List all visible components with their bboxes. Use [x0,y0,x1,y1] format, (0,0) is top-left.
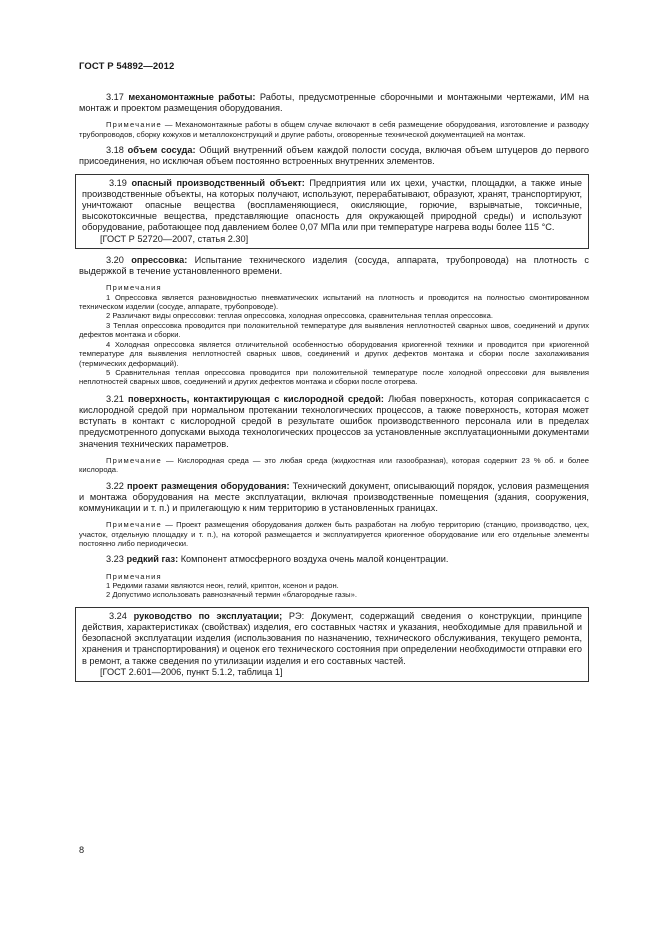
note-label: Примечание [106,120,162,130]
note-text: — Кислородная среда — это любая среда (жидкостная или газообразная), которая содержит 23 % об. и более кислорода. [79,455,589,475]
note-label: Примечание [106,455,162,465]
entry-3-19-box [75,174,589,249]
entry-number: 3.19 [109,177,127,188]
entry-3-24 [82,611,582,667]
entry-definition: Технический документ, описывающий порядок, условия размещения и монтажа оборудования на месте эксплуатации, включая производственные помещения (здания, сооружения, коммуникации и т. п.) и прилегающую к ним территорию в установленных границах. [79,480,590,513]
entry-number: 3.18 [106,145,124,156]
entry-definition: Общий внутренний объем каждой полости сосуда, включая объем штуцеров до первого присоединения, но исключая объем постоянно встроенных внутренних элементов. [79,145,589,167]
entry-number: 3.20 [106,254,124,265]
notes-3-20 [79,283,589,386]
entry-number: 3.21 [106,393,124,404]
entry-number: 3.22 [106,480,124,491]
page-number: 8 [79,845,85,855]
entry-reference: [ГОСТ Р 52720—2007, статья 2.30] [100,233,249,244]
entry-3-17 [79,92,589,114]
entry-3-23 [79,554,589,565]
note-item: 1 Редкими газами являются неон, гелий, криптон, ксенон и радон. [106,580,339,590]
entry-term: объем сосуда: [127,145,196,156]
note-item: 2 Различают виды опрессовки: теплая опрессовка, холодная опрессовка, сравнительная теплая опрессовка. [106,311,493,321]
note-label: Примечание [106,520,162,530]
entry-number: 3.23 [106,554,124,565]
entry-3-22 [79,481,589,515]
note-text: — Механомонтажные работы в общем случае включают в себя размещение оборудования, изготовление и разводку трубопроводов, сборку кожухов и металлоконструкций и другие работы, оговоренные технической документацией на монтаж. [79,120,589,139]
entry-term: поверхность, контактирующая с кислородной средой: [128,393,384,404]
entry-number: 3.24 [109,610,127,621]
entry-3-21 [79,394,589,450]
notes-3-23 [79,572,589,600]
entry-number: 3.17 [106,92,124,102]
note-item: 4 Холодная опрессовка является отличительной особенностью оборудования криогенной техники и проводится при криогенной температуре для выявления неплотностей сварных швов, соединений и других дефектов монтажа и сборки после захолаживания (термических деформаций). [79,339,589,368]
document-header: ГОСТ Р 54892—2012 [79,61,175,72]
entry-term: руководство по эксплуатации; [133,610,283,621]
entry-definition: Компонент атмосферного воздуха очень малой концентрации. [180,554,449,565]
entry-3-24-box [75,607,589,682]
entry-reference: [ГОСТ 2.601—2006, пункт 5.1.2, таблица 1] [100,666,283,677]
entry-3-20 [79,255,589,277]
entry-definition: Предприятия или их цехи, участки, площадки, а также иные производственные объекты, на которых получают, используют, перерабатывают, образуют, хранят, транспортируют, уничтожают опасные вещества (воспламеняющиеся, окисляющие, горючие, взрывчатые, токсичные, высокотоксичные вещества, представляющие опасность для окружающей природной среды) и используют оборудование, работающее под давлением более 0,07 МПа или при температуре нагрева воды более 115 °С. [82,177,583,233]
note-3-22 [79,520,589,548]
notes-label: Примечания [106,571,162,581]
entry-term: механомонтажные работы: [128,92,256,102]
entry-term: опасный производственный объект: [131,177,305,188]
note-item: 2 Допустимо использовать равнозначный термин «благородные газы». [106,590,357,600]
note-3-17 [79,120,589,139]
note-item: 3 Теплая опрессовка проводится при положительной температуре для выявления неплотностей сварных швов, соединений и других дефектов монтажа и сборки. [79,320,589,340]
entry-3-19 [82,178,582,234]
document-body [79,92,589,688]
entry-definition: Любая поверхность, которая соприкасается с кислородной средой при нормальном протекании технологических процессов, а также поверхность, которая может вступать в контакт с кислородной средой в результате ошибок производственного персонала или в пределах предусмотренного допусками выхода технологических процессов за установленные эксплуатационными документами значения технических параметров. [79,393,589,449]
entry-term: опрессовка: [131,254,188,265]
note-item: 5 Сравнительная теплая опрессовка проводится при положительной температуре после холодной опрессовки для выявления неплотностей сварных швов, соединений и других дефектов монтажа и сборки после отогрева. [79,367,589,387]
entry-3-18 [79,145,589,167]
entry-term: проект размещения оборудования: [126,480,290,491]
entry-definition: Испытание технического изделия (сосуда, аппарата, трубопровода) на плотность с выдержкой в течение установленного времени. [79,254,589,277]
entry-definition: Работы, предусмотренные сборочными и монтажными чертежами, ИМ на монтаж и проектом размещения оборудования. [79,92,589,114]
entry-term: редкий газ: [126,554,179,565]
entry-definition: РЭ: Документ, содержащий сведения о конструкции, принципе действия, характеристиках (свойствах) изделия, его составных частях и указания, необходимые для правильной и безопасной эксплуатации изделия (использования по назначению, технического обслуживания, текущего ремонта, хранения и транспортирования) и оценок его технического состояния при определении необходимости отправки его в ремонт, а также сведения по утилизации изделия и его составных частей. [82,610,582,666]
notes-label: Примечания [106,283,162,293]
note-3-21 [79,456,589,475]
note-text: — Проект размещения оборудования должен быть разработан на любую территорию (станцию, производство, цех, участок, отдельную площадку и т. п.), на которой размещается и эксплуатируется криогенное оборудование или его отдельные элементы постоянно либо периодически. [79,520,589,548]
note-item: 1 Опрессовка является разновидностью пневматических испытаний на плотность и проводится на полностью смонтированном техническом изделии (сосуде, аппарате, трубопроводе). [79,292,589,312]
